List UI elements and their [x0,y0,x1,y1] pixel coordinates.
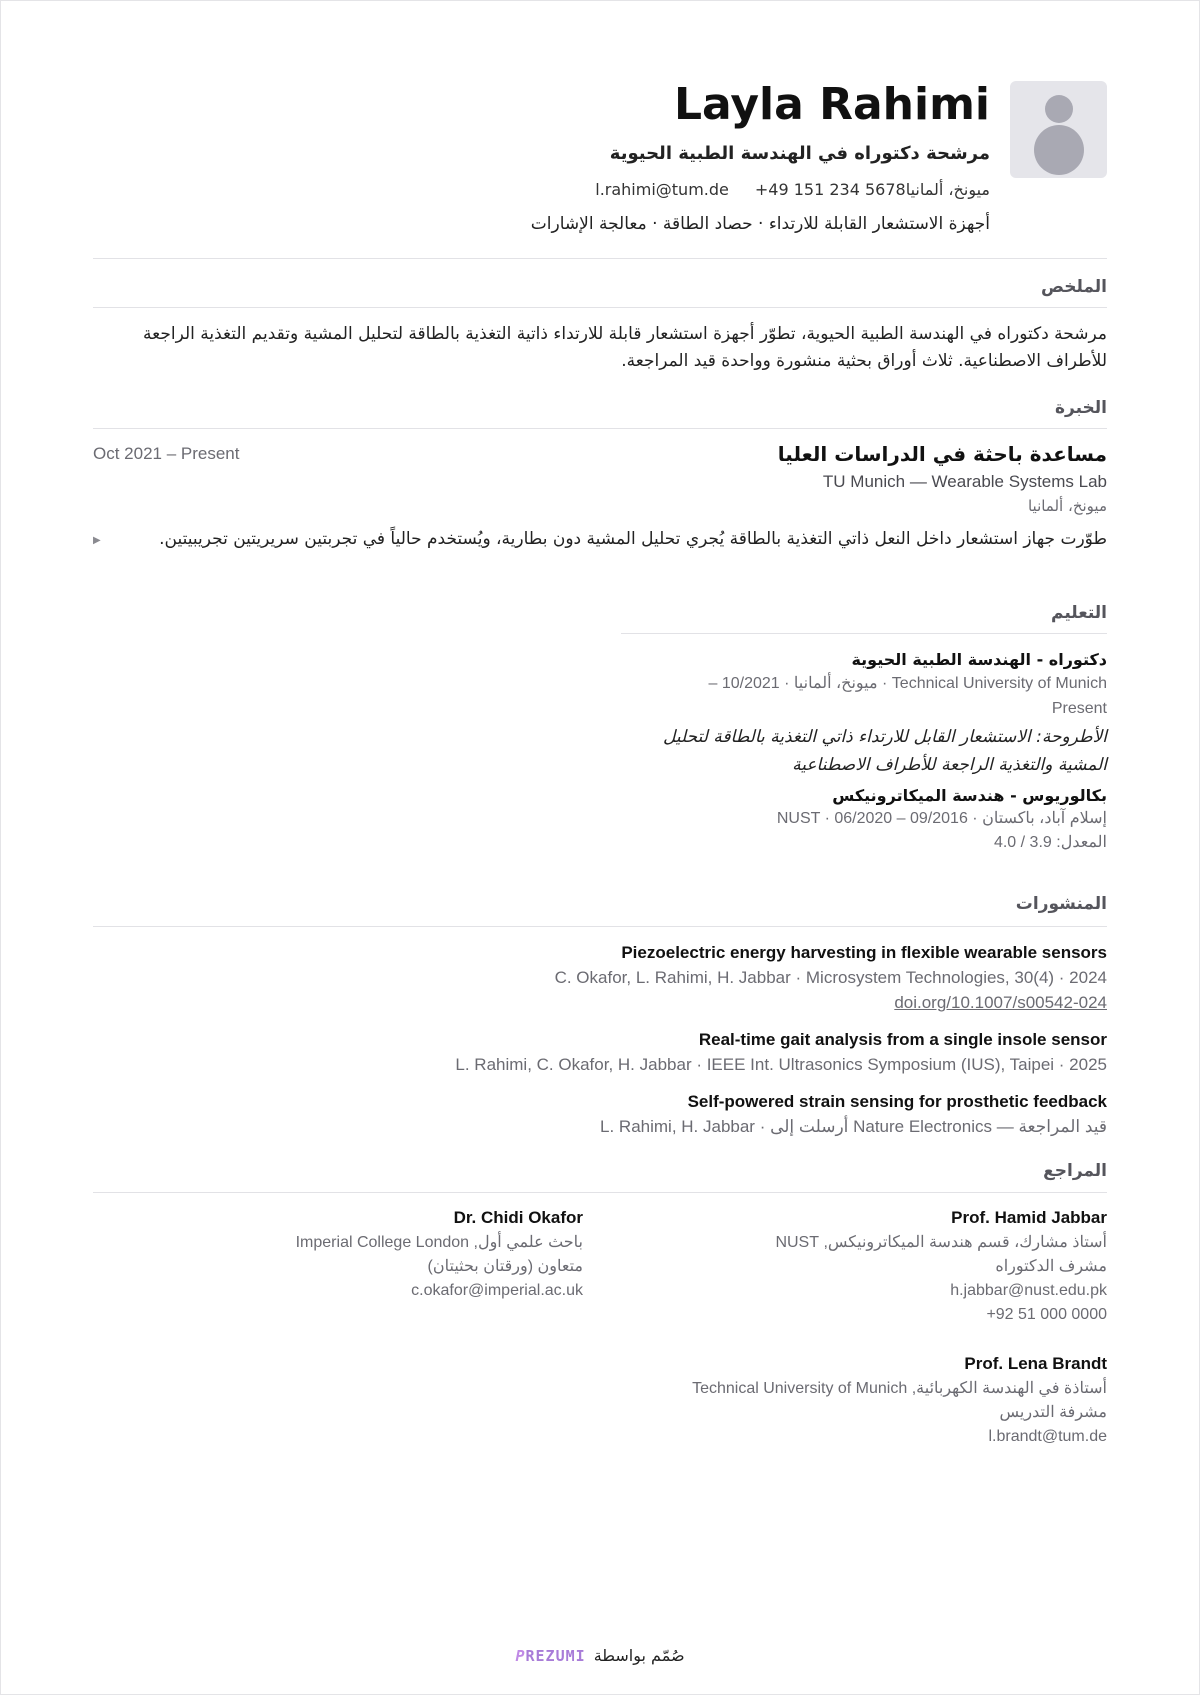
summary-divider [93,307,1107,308]
summary-text: مرشحة دكتوراه في الهندسة الطبية الحيوية، تطوّر أجهزة استشعار قابلة للارتداء ذاتية التغذية بالطاقة لتحليل المشية وتقديم التغذية الراجعة للأطراف الاصطناعية. ثلاث أوراق بحثية منشورة وواحدة قيد المراجعة. [143,324,1107,371]
education-list [615,649,1107,855]
reference-role: أستاذة في الهندسة الكهربائية, Technical University of Munich [692,1380,1107,1397]
publication-title: Piezoelectric energy harvesting in flexible wearable sensors [621,943,1107,962]
publication-title: Self-powered strain sensing for prosthetic feedback [687,1092,1107,1111]
reference-item [607,1351,1107,1449]
job-dates: Oct 2021 – Present [93,444,240,463]
contact-line [110,179,990,201]
experience-divider [93,428,1107,429]
degree-gpa: المعدل: 3.9 / 4.0 [993,834,1107,851]
thesis-title: الأطروحة: الاستشعار القابل للارتداء ذاتي التغذية بالطاقة لتحليل المشية والتغذية الراجعة للأطراف الاصطناعية [662,727,1107,775]
publication-meta: L. Rahimi, H. Jabbar · أرسلت إلى Nature Electronics — قيد المراجعة [600,1117,1107,1136]
reference-role: باحث علمي أول, Imperial College London [295,1234,583,1251]
job-location: ميونخ، ألمانيا [1027,497,1107,515]
job-organization: TU Munich — Wearable Systems Lab [822,472,1107,491]
reference-item [607,1205,1107,1327]
references-heading: المراجع [1043,1161,1107,1181]
job-bullet: طوّرت جهاز استشعار داخل النعل ذاتي التغذية بالطاقة يُجري تحليل المشية دون بطارية، ويُستخدم حالياً في تجربتين سريريتين تجريبيتين. [159,529,1107,549]
header-info [110,79,990,235]
reference-phone: +92 51 000 0000 [986,1306,1107,1323]
education-item [615,785,1107,855]
summary-heading: الملخص [1041,277,1107,297]
reference-role: أستاذ مشارك، قسم هندسة الميكاترونيكس, NUST [775,1234,1107,1251]
degree-title: بكالوريوس - هندسة الميكاترونيكس [832,786,1107,805]
degree-title: دكتوراه - الهندسة الطبية الحيوية [851,650,1107,669]
publication-item [91,1028,1107,1077]
footer [1,1646,1199,1665]
candidate-title: مرشحة دكتوراه في الهندسة الطبية الحيوية [609,143,990,164]
resume-header [91,79,1107,249]
job-title: مساعدة باحثة في الدراسات العليا [777,442,1107,466]
reference-name: Prof. Lena Brandt [964,1354,1107,1373]
footer-credit: صُمّم بواسطة [593,1646,685,1665]
references-divider [93,1192,1107,1193]
publication-title: Real-time gait analysis from a single insole sensor [698,1030,1107,1049]
publications-divider [93,926,1107,927]
education-divider [621,633,1107,634]
reference-item [93,1205,583,1303]
publication-meta: C. Okafor, L. Rahimi, H. Jabbar · Microsystem Technologies, 30(4) · 2024 [554,968,1107,987]
reference-name: Prof. Hamid Jabbar [951,1208,1107,1227]
avatar-head-icon [1045,95,1073,123]
candidate-name: Layla Rahimi [673,79,990,130]
reference-relation: متعاون (ورقتان بحثيتان) [427,1258,583,1275]
degree-meta-continued: Present [1051,700,1107,717]
bullet-arrow-icon: ▶ [93,535,101,546]
contact-location: ميونخ، ألمانيا [905,180,990,199]
research-interests: أجهزة الاستشعار القابلة للارتداء · حصاد الطاقة · معالجة الإشارات [530,214,990,234]
reference-email[interactable]: h.jabbar@nust.edu.pk [950,1282,1107,1299]
publications-heading: المنشورات [1015,894,1107,914]
reference-relation: مشرف الدكتوراه [995,1258,1107,1275]
education-heading: التعليم [1051,603,1107,623]
degree-meta: NUST · إسلام آباد، باكستان · 09/2016 – 06/2020 [776,810,1107,827]
contact-phone[interactable]: +49 151 234 5678 [754,180,906,199]
rezumi-logo-text: REZUMI [525,1647,586,1665]
publication-meta: L. Rahimi, C. Okafor, H. Jabbar · IEEE Int. Ultrasonics Symposium (IUS), Taipei · 2025 [455,1055,1107,1074]
rezumi-logo[interactable] [515,1647,585,1665]
experience-heading: الخبرة [1054,398,1107,418]
avatar-body-icon [1034,125,1084,175]
publication-doi-link[interactable]: doi.org/10.1007/s00542-024 [894,993,1107,1012]
publications-list [91,941,1107,1152]
header-divider [93,258,1107,259]
reference-email[interactable]: c.okafor@imperial.ac.uk [411,1282,583,1299]
degree-meta: Technical University of Munich · ميونخ، ألمانيا · 10/2021 – [708,675,1107,692]
publication-item [91,941,1107,1015]
reference-email[interactable]: l.brandt@tum.de [988,1428,1107,1445]
education-item [615,649,1107,779]
reference-relation: مشرفة التدريس [999,1404,1107,1421]
reference-name: Dr. Chidi Okafor [453,1208,583,1227]
avatar [1010,81,1107,178]
rezumi-logo-icon: P [515,1647,526,1665]
publication-item [91,1090,1107,1139]
contact-email[interactable]: l.rahimi@tum.de [595,180,729,199]
